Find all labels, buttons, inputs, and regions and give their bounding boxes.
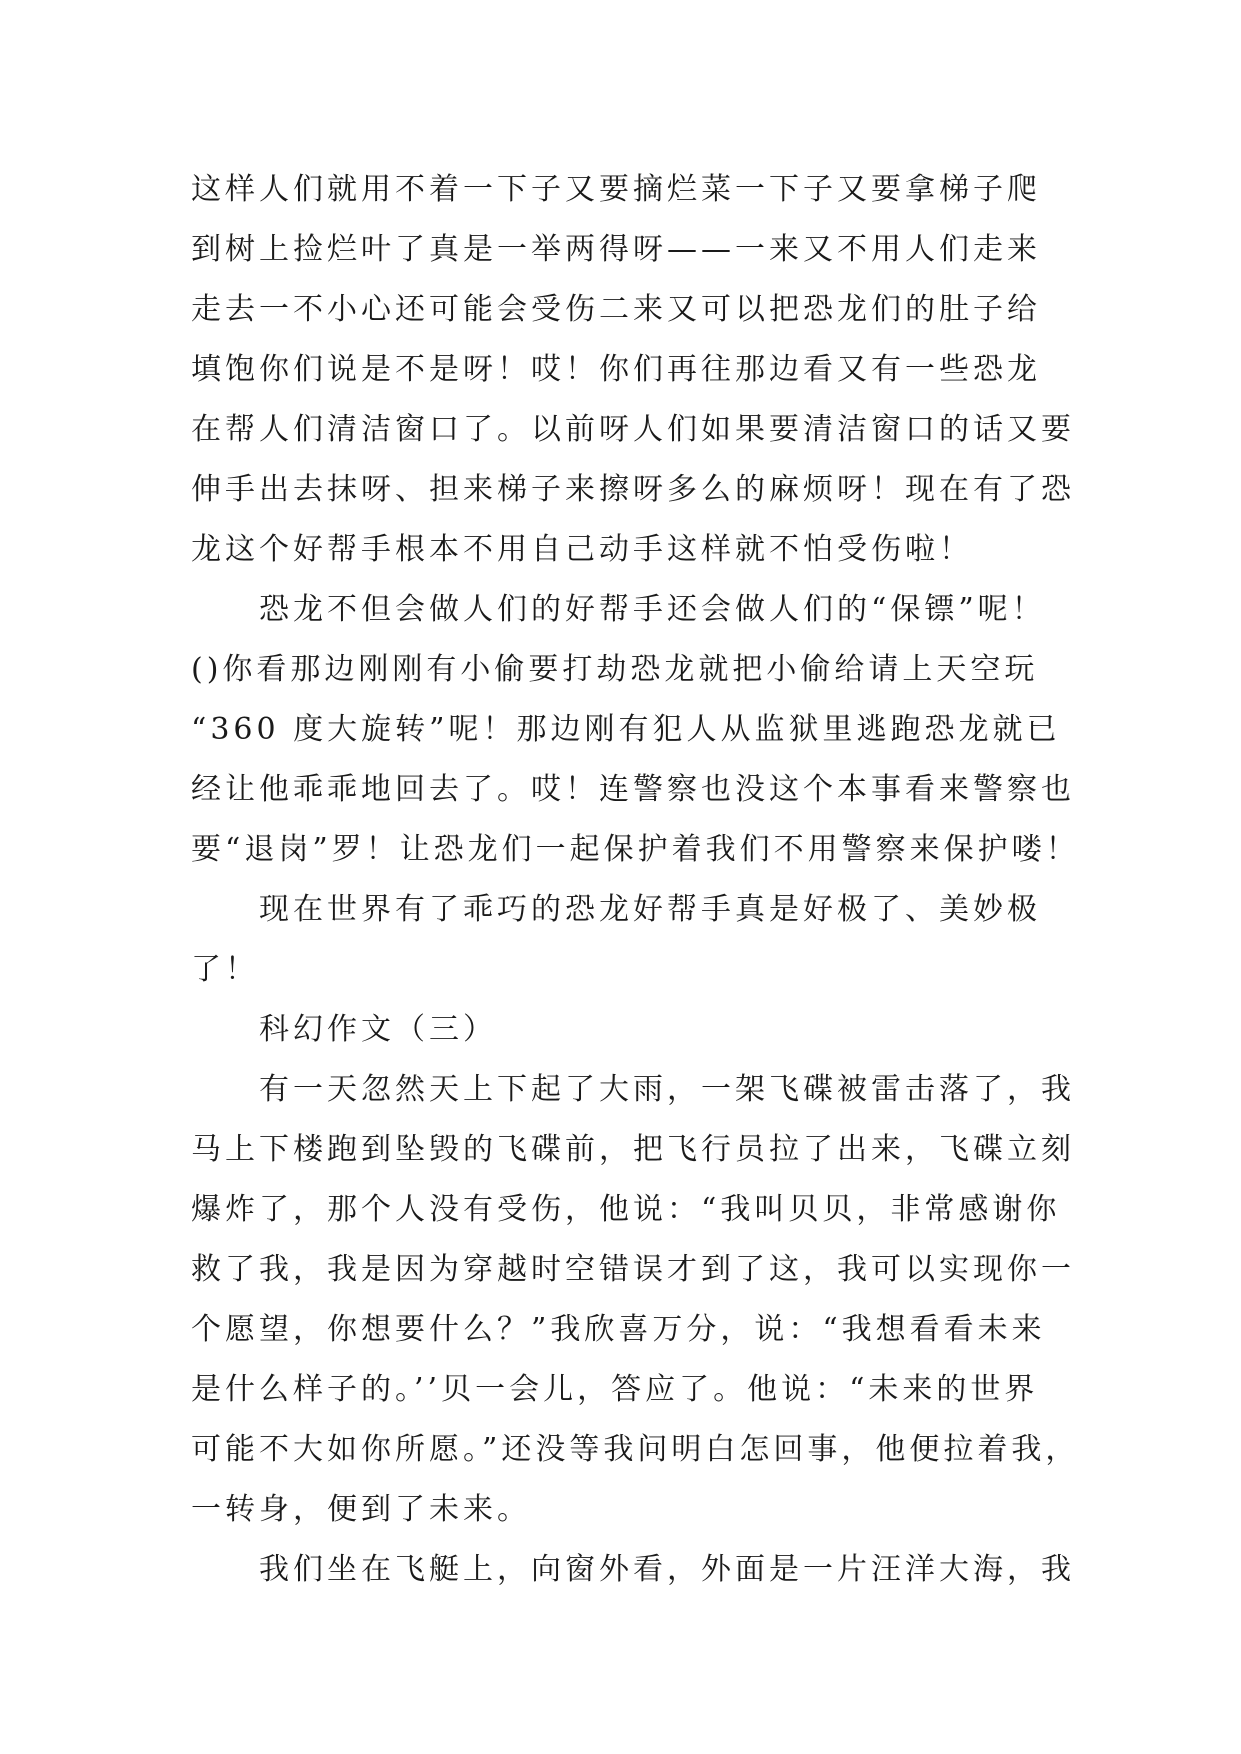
text-line: ()你看那边刚刚有小偷要打劫恐龙就把小偷给请上天空玩: [191, 652, 1039, 687]
text-line: 是什么样子的。’’贝一会儿，答应了。他说：“未来的世界: [191, 1372, 1039, 1407]
text-line: 龙这个好帮手根本不用自己动手这样就不怕受伤啦！: [191, 532, 973, 567]
document-body: [191, 160, 1080, 1600]
text-line: 马上下楼跑到坠毁的飞碟前，把飞行员拉了出来，飞碟立刻: [191, 1132, 1075, 1167]
text-line: 到树上捡烂叶了真是一举两得呀——一来又不用人们走来: [191, 232, 1041, 267]
text-line: 我们坐在飞艇上，向窗外看，外面是一片汪洋大海，我: [259, 1552, 1075, 1587]
text-line: 填饱你们说是不是呀！哎！你们再往那边看又有一些恐龙: [191, 352, 1041, 387]
paragraph: [191, 1060, 1080, 1540]
text-line: 爆炸了，那个人没有受伤，他说：“我叫贝贝，非常感谢你: [191, 1192, 1061, 1227]
text-line: 恐龙不但会做人们的好帮手还会做人们的“保镖”呢！: [259, 592, 1046, 627]
text-line: 一转身，便到了未来。: [191, 1492, 531, 1527]
text-line: 要“退岗”罗！让恐龙们一起保护着我们不用警察来保护喽！: [191, 832, 1080, 867]
text-line: 这样人们就用不着一下子又要摘烂菜一下子又要拿梯子爬: [191, 172, 1041, 207]
paragraph: [191, 580, 1080, 880]
text-line: 救了我，我是因为穿越时空错误才到了这，我可以实现你一: [191, 1252, 1075, 1287]
text-line: 经让他乖乖地回去了。哎！连警察也没这个本事看来警察也: [191, 772, 1075, 807]
text-line: 现在世界有了乖巧的恐龙好帮手真是好极了、美妙极: [259, 892, 1041, 927]
text-line: 在帮人们清洁窗口了。以前呀人们如果要清洁窗口的话又要: [191, 412, 1075, 447]
text-line: 科幻作文（三）: [259, 1012, 497, 1047]
text-line: 可能不大如你所愿。”还没等我问明白怎回事，他便拉着我，: [191, 1432, 1080, 1467]
text-line: 伸手出去抹呀、担来梯子来擦呀多么的麻烦呀！现在有了恐: [191, 472, 1075, 507]
text-line: 个愿望，你想要什么？”我欣喜万分，说：“我想看看未来: [191, 1312, 1046, 1347]
text-line: “360 度大旋转”呢！那边刚有犯人从监狱里逃跑恐龙就已: [191, 712, 1061, 747]
paragraph: [191, 1000, 1051, 1060]
text-line: 有一天忽然天上下起了大雨，一架飞碟被雷击落了，我: [259, 1072, 1075, 1107]
paragraph: [191, 1540, 1075, 1600]
text-line: 了！: [191, 952, 259, 987]
text-line: 走去一不小心还可能会受伤二来又可以把恐龙们的肚子给: [191, 292, 1041, 327]
paragraph: [191, 880, 1051, 1000]
paragraph: [191, 160, 1075, 580]
